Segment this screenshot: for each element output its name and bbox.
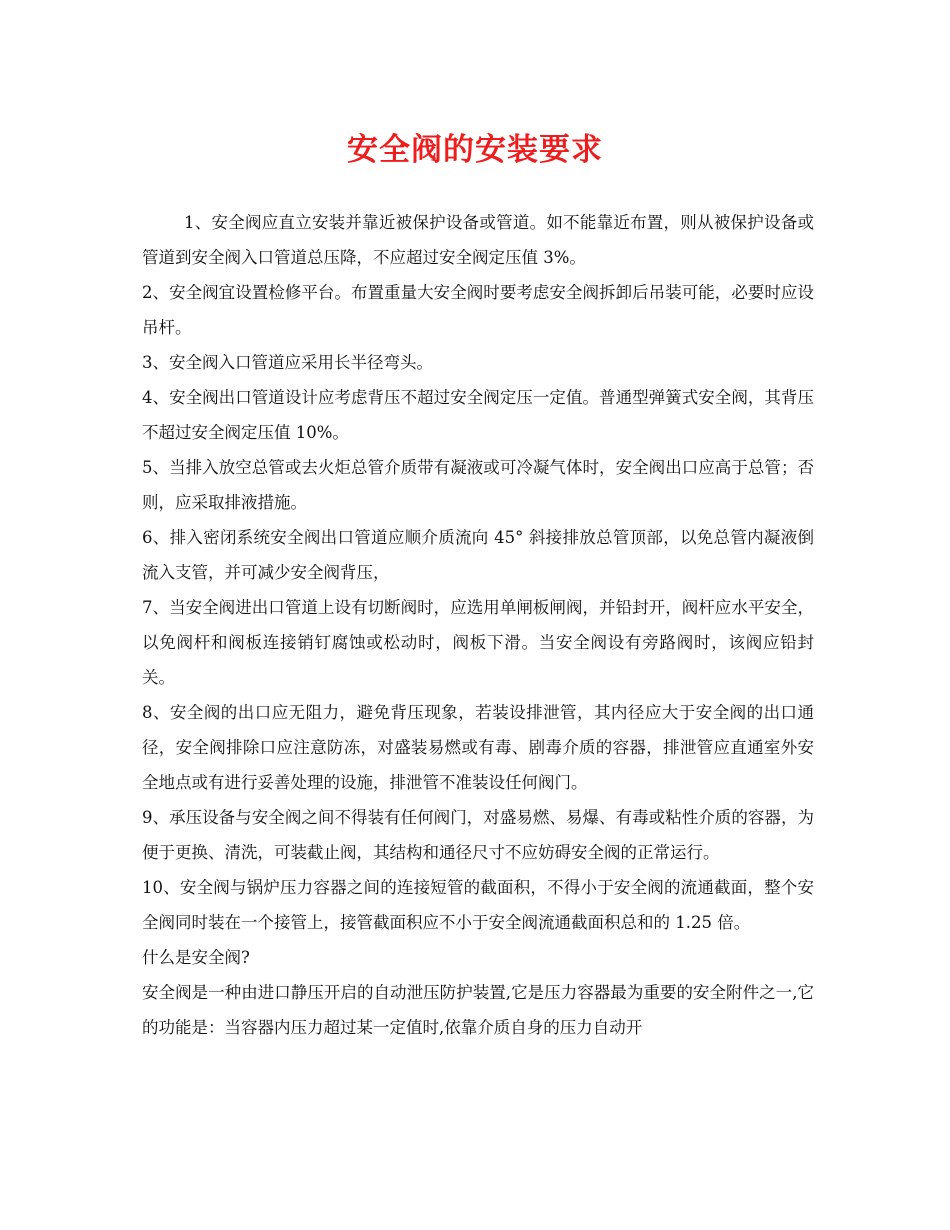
document-body [142,205,814,1045]
paragraph-item-9: 9、承压设备与安全阀之间不得装有任何阀门，对盛易燃、易爆、有毒或粘性介质的容器，为便于更换、清洗，可装截止阀，其结构和通径尺寸不应妨碍安全阀的正常运行。 [142,808,814,862]
paragraph-item-8: 8、安全阀的出口应无阻力，避免背压现象，若装设排泄管，其内径应大于安全阀的出口通径，安全阀排除口应注意防冻，对盛装易燃或有毒、剧毒介质的容器，排泄管应直通室外安全地点或有进行妥善处理的设施，排泄管不准装设任何阀门。 [142,703,814,792]
document-title: 安全阀的安装要求 [347,132,603,168]
paragraph-item-7: 7、当安全阀进出口管道上设有切断阀时，应选用单闸板闸阀，并铅封开，阀杆应水平安全，以免阀杆和阀板连接销钉腐蚀或松动时，阀板下滑。当安全阀设有旁路阀时，该阀应铅封关。 [142,598,814,687]
definition-paragraph: 安全阀是一种由进口静压开启的自动泄压防护装置,它是压力容器最为重要的安全附件之一,它的功能是：当容器内压力超过某一定值时,依靠介质自身的压力自动开 [142,983,814,1037]
paragraph-item-10: 10、安全阀与锅炉压力容器之间的连接短管的截面积，不得小于安全阀的流通截面，整个安全阀同时装在一个接管上，接管截面积应不小于安全阀流通截面积总和的 1.25 倍。 [142,878,814,932]
paragraph-item-1: 1、安全阀应直立安装并靠近被保护设备或管道。如不能靠近布置，则从被保护设备或管道到安全阀入口管道总压降，不应超过安全阀定压值 3%。 [142,213,814,267]
paragraph-item-5: 5、当排入放空总管或去火炬总管介质带有凝液或可冷凝气体时，安全阀出口应高于总管；否则，应采取排液措施。 [142,458,814,512]
paragraph-item-2: 2、安全阀宜设置检修平台。布置重量大安全阀时要考虑安全阀拆卸后吊装可能，必要时应设吊杆。 [142,283,814,337]
paragraph-item-3: 3、安全阀入口管道应采用长半径弯头。 [142,353,433,372]
section-question: 什么是安全阀? [142,948,250,967]
paragraph-item-4: 4、安全阀出口管道设计应考虑背压不超过安全阀定压一定值。普通型弹簧式安全阀，其背压不超过安全阀定压值 10%。 [142,388,814,442]
paragraph-item-6: 6、排入密闭系统安全阀出口管道应顺介质流向 45° 斜接排放总管顶部，以免总管内凝液倒流入支管，并可减少安全阀背压， [142,528,814,582]
